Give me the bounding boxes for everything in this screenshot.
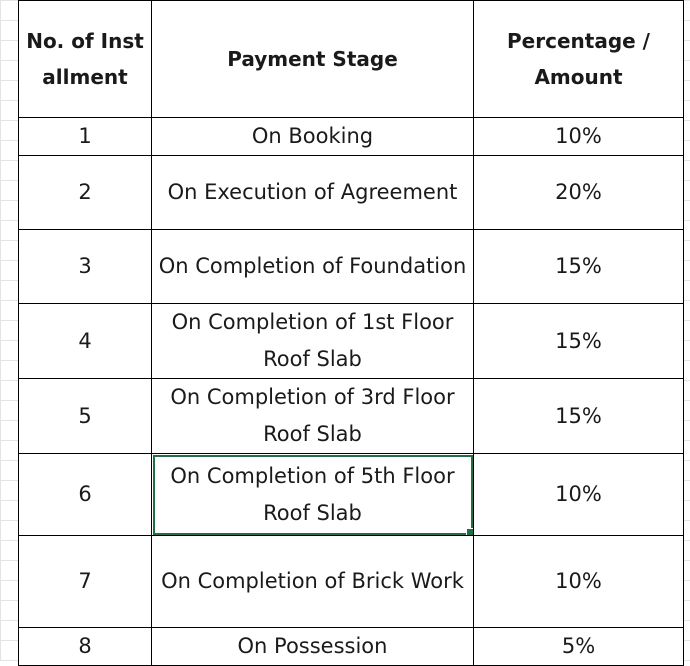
installment-cell[interactable]: 3 — [19, 230, 152, 304]
table-row — [19, 628, 684, 666]
table-row — [19, 536, 684, 628]
table-row — [19, 230, 684, 304]
installment-cell[interactable]: 4 — [19, 304, 152, 379]
installment-cell[interactable]: 2 — [19, 156, 152, 230]
stage-cell[interactable]: On Booking — [152, 118, 474, 156]
percentage-cell[interactable]: 10% — [474, 536, 684, 628]
percentage-cell[interactable]: 15% — [474, 379, 684, 454]
table-header-row — [19, 1, 684, 118]
stage-cell[interactable]: On Completion of Brick Work — [152, 536, 474, 628]
percentage-cell[interactable]: 10% — [474, 118, 684, 156]
selected-stage-cell[interactable] — [152, 454, 474, 536]
fill-handle[interactable] — [466, 528, 474, 536]
installment-cell[interactable]: 8 — [19, 628, 152, 666]
percentage-cell[interactable]: 15% — [474, 304, 684, 379]
percentage-cell[interactable]: 15% — [474, 230, 684, 304]
percentage-cell[interactable]: 20% — [474, 156, 684, 230]
header-percentage: Percentage / Amount — [507, 29, 650, 89]
installment-cell[interactable]: 7 — [19, 536, 152, 628]
header-percentage-cell[interactable] — [474, 1, 684, 118]
header-stage-cell[interactable] — [152, 1, 474, 118]
stage-cell[interactable]: On Completion of 3rd Floor Roof Slab — [152, 379, 474, 454]
table-row — [19, 156, 684, 230]
stage-cell[interactable]: On Completion of 1st Floor Roof Slab — [152, 304, 474, 379]
percentage-cell[interactable]: 5% — [474, 628, 684, 666]
payment-plan-table — [18, 0, 684, 666]
stage-cell[interactable]: On Completion of Foundation — [152, 230, 474, 304]
stage-cell[interactable]: On Possession — [152, 628, 474, 666]
table-row — [19, 379, 684, 454]
header-installment-cell[interactable] — [19, 1, 152, 118]
header-stage: Payment Stage — [227, 47, 398, 71]
installment-cell[interactable]: 5 — [19, 379, 152, 454]
header-installment: No. of Installment — [26, 29, 144, 89]
stage-cell[interactable]: On Execution of Agreement — [152, 156, 474, 230]
table-row — [19, 454, 684, 536]
table-row — [19, 118, 684, 156]
percentage-cell[interactable]: 10% — [474, 454, 684, 536]
stage-text: On Completion of 5th Floor Roof Slab — [170, 463, 455, 525]
installment-cell[interactable]: 6 — [19, 454, 152, 536]
table-row — [19, 304, 684, 379]
installment-cell[interactable]: 1 — [19, 118, 152, 156]
